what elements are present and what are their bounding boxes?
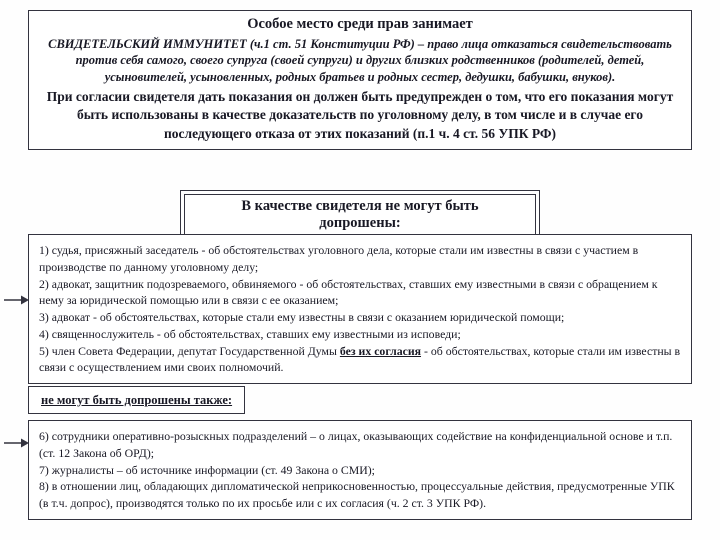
also-list-box [28, 420, 692, 520]
header-box-inner [184, 194, 536, 236]
term-definition-text: (ч.1 ст. 51 Конституции РФ) – право лица отказаться свидетельствовать против себя самого, своего супруга (своей супруги) и других близких родственников (родителей, детей, усыновителей, усыновленных, родных братьев и родных сестер, дедушки, бабушки, внуков). [75, 36, 672, 84]
list-item: 7) журналисты – об источнике информации (ст. 49 Закона о СМИ); [39, 462, 375, 477]
intro-title: Особое место среди прав занимает [247, 16, 473, 32]
list-item-text: - об обстоятельствах, которые стали им известны в связи с осуществлением ими своих полномочий. [39, 343, 681, 375]
emphasis-text: без их согласия [339, 343, 422, 358]
intro-note: При согласии свидетеля дать показания он должен быть предупрежден о том, что его показания могут быть использованы в качестве доказательств по уголовному делу, в том числе и в случае его последующего отказа от этих показаний (п.1 ч. 4 ст. 56 УПК РФ) [46, 89, 674, 141]
header-box [180, 190, 540, 240]
also-label: не могут быть допрошены также: [41, 393, 233, 407]
list-item [39, 343, 681, 377]
header-label: В качестве свидетеля не могут быть допрошены: [241, 198, 479, 231]
list-item: 2) адвокат, защитник подозреваемого, обвиняемого - об обстоятельствах, ставших ему известными в связи с обращением к нему за юридической помощью или в связи с ее оказанием; [39, 276, 658, 308]
intro-box [28, 10, 692, 150]
term-label: СВИДЕТЕЛЬСКИЙ ИММУНИТЕТ [48, 36, 247, 51]
term-definition [39, 36, 681, 86]
list-item: 4) священнослужитель - об обстоятельствах, ставших ему известными из исповеди; [39, 326, 461, 341]
prohibited-list-box [28, 234, 692, 384]
also-box [28, 386, 245, 414]
list-item: 6) сотрудники оперативно-розыскных подразделений – о лицах, оказывающих содействие на конфиденциальной основе и т.п. (ст. 12 Закона об ОРД); [39, 429, 673, 460]
list-item: 3) адвокат - об обстоятельствах, которые стали ему известны в связи с оказанием юридической помощи; [39, 310, 565, 324]
arrow-right-icon [4, 293, 30, 307]
arrow-right-icon [4, 436, 30, 450]
list-item-text: 5) член Совета Федерации, депутат Государственной Думы [39, 343, 340, 358]
list-item: 8) в отношении лиц, обладающих дипломатической неприкосновенностью, процессуальные действия, предусмотренные УПК (в т.ч. допрос), производятся только по их просьбе или с их согласия (ч. 2 ст. 3 УПК РФ). [39, 479, 675, 510]
list-item: 1) судья, присяжный заседатель - об обстоятельствах уголовного дела, которые стали им известны в связи с участием в производстве по данному уголовному делу; [39, 243, 639, 274]
